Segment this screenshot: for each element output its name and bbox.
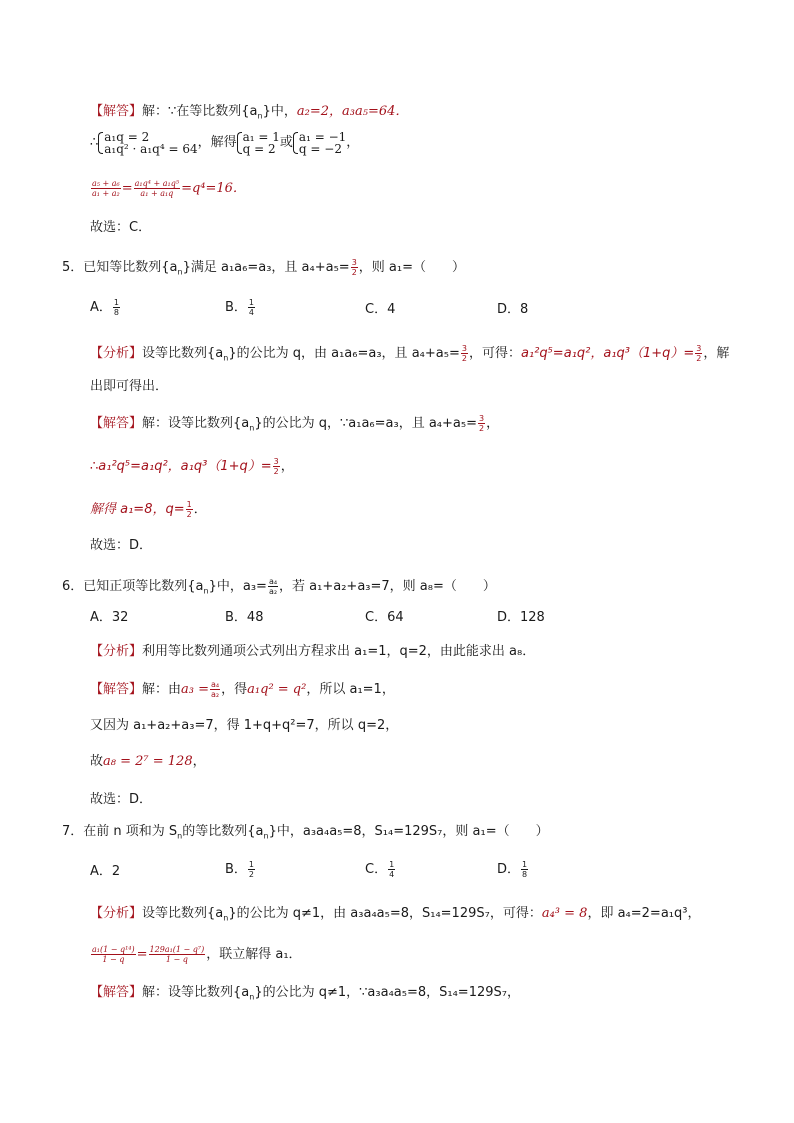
subscript: n [203,586,209,596]
stem-text: 5．已知等比数列{a [62,260,178,275]
fraction [91,179,121,198]
stem-text: 6．已知正项等比数列{a [62,579,204,594]
analysis-tag: 【分析】 [90,346,143,361]
subscript: n [263,831,269,841]
denominator: 8 [113,308,119,317]
fraction [113,298,120,317]
numerator: 1 [248,860,255,869]
math-expr: a₂=2，a₃a₅=64． [296,104,409,119]
answer-text: 解：设等比数列{a [142,416,250,431]
answer-text: 解：设等比数列{a [142,985,250,1000]
numerator: a₄ [268,577,278,586]
answer-text: ， [486,416,500,431]
answer-line [90,717,398,735]
fraction [210,680,220,699]
numerator: 3 [273,457,279,466]
numerator: a₁q⁴ + a₁q⁵ [134,179,180,188]
subscript: n [223,353,229,363]
equation: a₁q² · a₁q⁴ = 64 [104,141,198,156]
math-expr: a₁²q⁵=a₁q²，a₁q³（1+q）= [520,346,695,361]
choice-result: 故选：C． [90,220,152,235]
question-stem [62,823,549,841]
option-d: D．128 [497,610,545,625]
fraction [248,298,255,317]
fraction [521,860,528,879]
stem-text: 7．在前 n 项和为 S [62,824,178,839]
numerator: 129a₁(1 − q⁷) [149,945,205,954]
answer-text: }的公比为 q，∵a₁a₆=a₃，且 a₄+a₅= [254,416,477,431]
answer-line [90,753,206,771]
answer-text: ， [346,135,360,150]
answer-tag: 【解答】 [90,416,143,431]
math-expr: a₈ = 2⁷ = 128 [103,754,193,769]
answer-text: }中， [262,104,297,119]
option-b: B．48 [225,610,264,625]
answer-text: ， [280,459,294,474]
therefore-symbol: ∴ [90,135,99,150]
fraction [695,344,702,363]
answer-line [90,103,408,121]
math-expr: ∴a₁²q⁵=a₁q²，a₁q³（1+q）= [90,459,272,474]
numerator: 1 [113,298,119,307]
analysis-line [90,378,168,396]
option-a [90,298,121,317]
answer-text: }的公比为 q≠1，∵a₃a₄a₅=8，S₁₄=129S₇， [254,985,520,1000]
numerator: 1 [389,860,395,869]
analysis-tag: 【分析】 [90,906,143,921]
option-label: B． [225,300,247,315]
numerator: 3 [461,344,467,353]
answer-text: ，解得 [197,135,237,150]
fraction [461,344,468,363]
analysis-line: $\frac{\text{a₁(1 − q¹⁴)}}{1 - q}$ = $\frac{\text{129a₁(1 − q⁷)}}{1 - q}$ ，联立解得 a₁． [92,945,302,964]
answer-line [90,499,207,521]
fraction [351,258,358,277]
analysis-text: ，可得： [468,346,521,361]
analysis-line [90,643,535,661]
denominator: a₂ [211,690,220,699]
fraction [149,945,206,964]
analysis-tag: 【分析】 [90,644,143,659]
math-expr: 解得 a₁=8，q= [90,502,185,517]
fraction [268,577,278,596]
equation: q = 2 [242,141,276,156]
answer-line [90,456,294,478]
option-d: D．8 [497,302,529,317]
option-b [225,298,256,317]
equation-system [237,131,280,155]
analysis-text: ，解 [703,346,730,361]
option-label: C． [365,862,388,877]
option-c: C．64 [365,610,404,625]
choice-result: 故选：D． [90,792,153,807]
analysis-text: }的公比为 q≠1，由 a₃a₄a₅=8，S₁₄=129S₇，可得： [228,906,542,921]
analysis-line [90,343,729,365]
subscript: n [249,423,255,433]
stem-text: ，则 a₁=（ ） [358,260,465,275]
question-stem [62,257,465,279]
denominator: 2 [248,870,255,879]
equation: a₁ = 1 [242,129,280,144]
answer-tag: 【解答】 [90,104,143,119]
answer-line [90,984,520,1002]
numerator: 1 [186,500,192,509]
denominator: a₂ [268,587,278,596]
denominator: 1 − q [165,955,188,964]
analysis-text: 设等比数列{a [142,346,224,361]
choice-result: 故选：D． [90,538,153,553]
denominator: 2 [273,467,279,476]
analysis-text: ，即 a₄=2=a₁q³， [587,906,701,921]
numerator: a₁(1 − q¹⁴) [92,945,135,954]
stem-text: 的等比数列{a [182,824,264,839]
answer-text: 故 [90,754,104,769]
math-expr: a₁q² = q² [247,682,307,697]
math-expr: a₃ = [181,682,210,697]
answer-text: 解：∵在等比数列{a [142,104,258,119]
option-c: C．4 [365,302,396,317]
answer-line [90,679,395,701]
equation: a₁q = 2 [104,129,150,144]
answer-text: 解：由 [142,682,182,697]
fraction [478,414,485,433]
answer-line [90,128,359,158]
answer-line: $\frac{\text{a₅ + a₆}}{\text{a₁ + a₂}}$ = $\frac{\text{a₁q⁴ + a₁q⁵}}{\text{a₁ + a₁q}}$ =q⁴=16． [92,179,246,198]
denominator: 4 [248,308,255,317]
denominator: 2 [186,510,192,519]
denominator: 4 [389,870,395,879]
answer-tag: 【解答】 [90,985,143,1000]
answer-text: ， [192,754,206,769]
answer-line [90,219,151,237]
fraction [273,457,280,476]
answer-line [90,537,152,555]
math-expr: =q⁴=16． [181,181,246,196]
option-b [225,860,256,879]
option-label: A． [90,300,112,315]
analysis-text: }的公比为 q，由 a₁a₆=a₃，且 a₄+a₅= [228,346,460,361]
option-label: B． [225,862,247,877]
stem-text: }中，a₃a₄a₅=8，S₁₄=129S₇，则 a₁=（ ） [268,824,549,839]
numerator: 1 [522,860,528,869]
answer-text: ． [193,502,207,517]
answer-line [90,791,152,809]
analysis-text: 利用等比数列通项公式列出方程求出 a₁=1，q=2，由此能求出 a₈． [142,644,536,659]
denominator: 2 [351,268,357,277]
analysis-text: 设等比数列{a [142,906,224,921]
equation-system [293,131,346,155]
subscript: n [257,111,263,121]
denominator: 2 [461,354,467,363]
answer-tag: 【解答】 [90,682,143,697]
answer-text: ，得 [221,682,248,697]
math-expr: a₄³ = 8 [541,906,588,921]
fraction [91,945,136,964]
fraction [186,500,193,519]
option-c [365,860,396,879]
analysis-text: ，联立解得 a₁． [206,947,302,962]
numerator: a₄ [211,680,220,689]
option-a: A．32 [90,610,129,625]
option-a: A．2 [90,864,121,879]
subscript: n [223,913,229,923]
answer-text: 又因为 a₁+a₂+a₃=7，得 1+q+q²=7，所以 q=2， [90,718,399,733]
equation-system [98,131,197,155]
subscript: n [177,267,183,277]
denominator: a₁ + a₁q [140,189,174,198]
stem-text: }满足 a₁a₆=a₃，且 a₄+a₅= [182,260,350,275]
fraction [388,860,395,879]
analysis-line [90,903,700,925]
denominator: 2 [478,424,485,433]
analysis-text: 出即可得出． [90,379,169,394]
numerator: 1 [248,298,255,307]
numerator: a₅ + a₆ [92,179,120,188]
denominator: a₁ + a₂ [92,189,120,198]
fraction [134,179,180,198]
denominator: 8 [522,870,528,879]
answer-text: ，所以 a₁=1， [306,682,395,697]
denominator: 2 [696,354,702,363]
answer-text: 或 [279,135,293,150]
equation: q = −2 [298,141,342,156]
numerator: 3 [351,258,357,267]
denominator: 1 − q [102,955,125,964]
stem-text: ，若 a₁+a₂+a₃=7，则 a₈=（ ） [279,579,496,594]
equation: a₁ = −1 [298,129,347,144]
stem-text: }中，a₃= [208,579,267,594]
subscript: n [249,992,255,1002]
answer-line [90,413,499,435]
numerator: 3 [696,344,702,353]
option-label: D． [497,862,521,877]
subscript: n [177,831,183,841]
numerator: 3 [478,414,485,423]
question-stem [62,576,496,598]
fraction [248,860,255,879]
option-d [497,860,529,879]
